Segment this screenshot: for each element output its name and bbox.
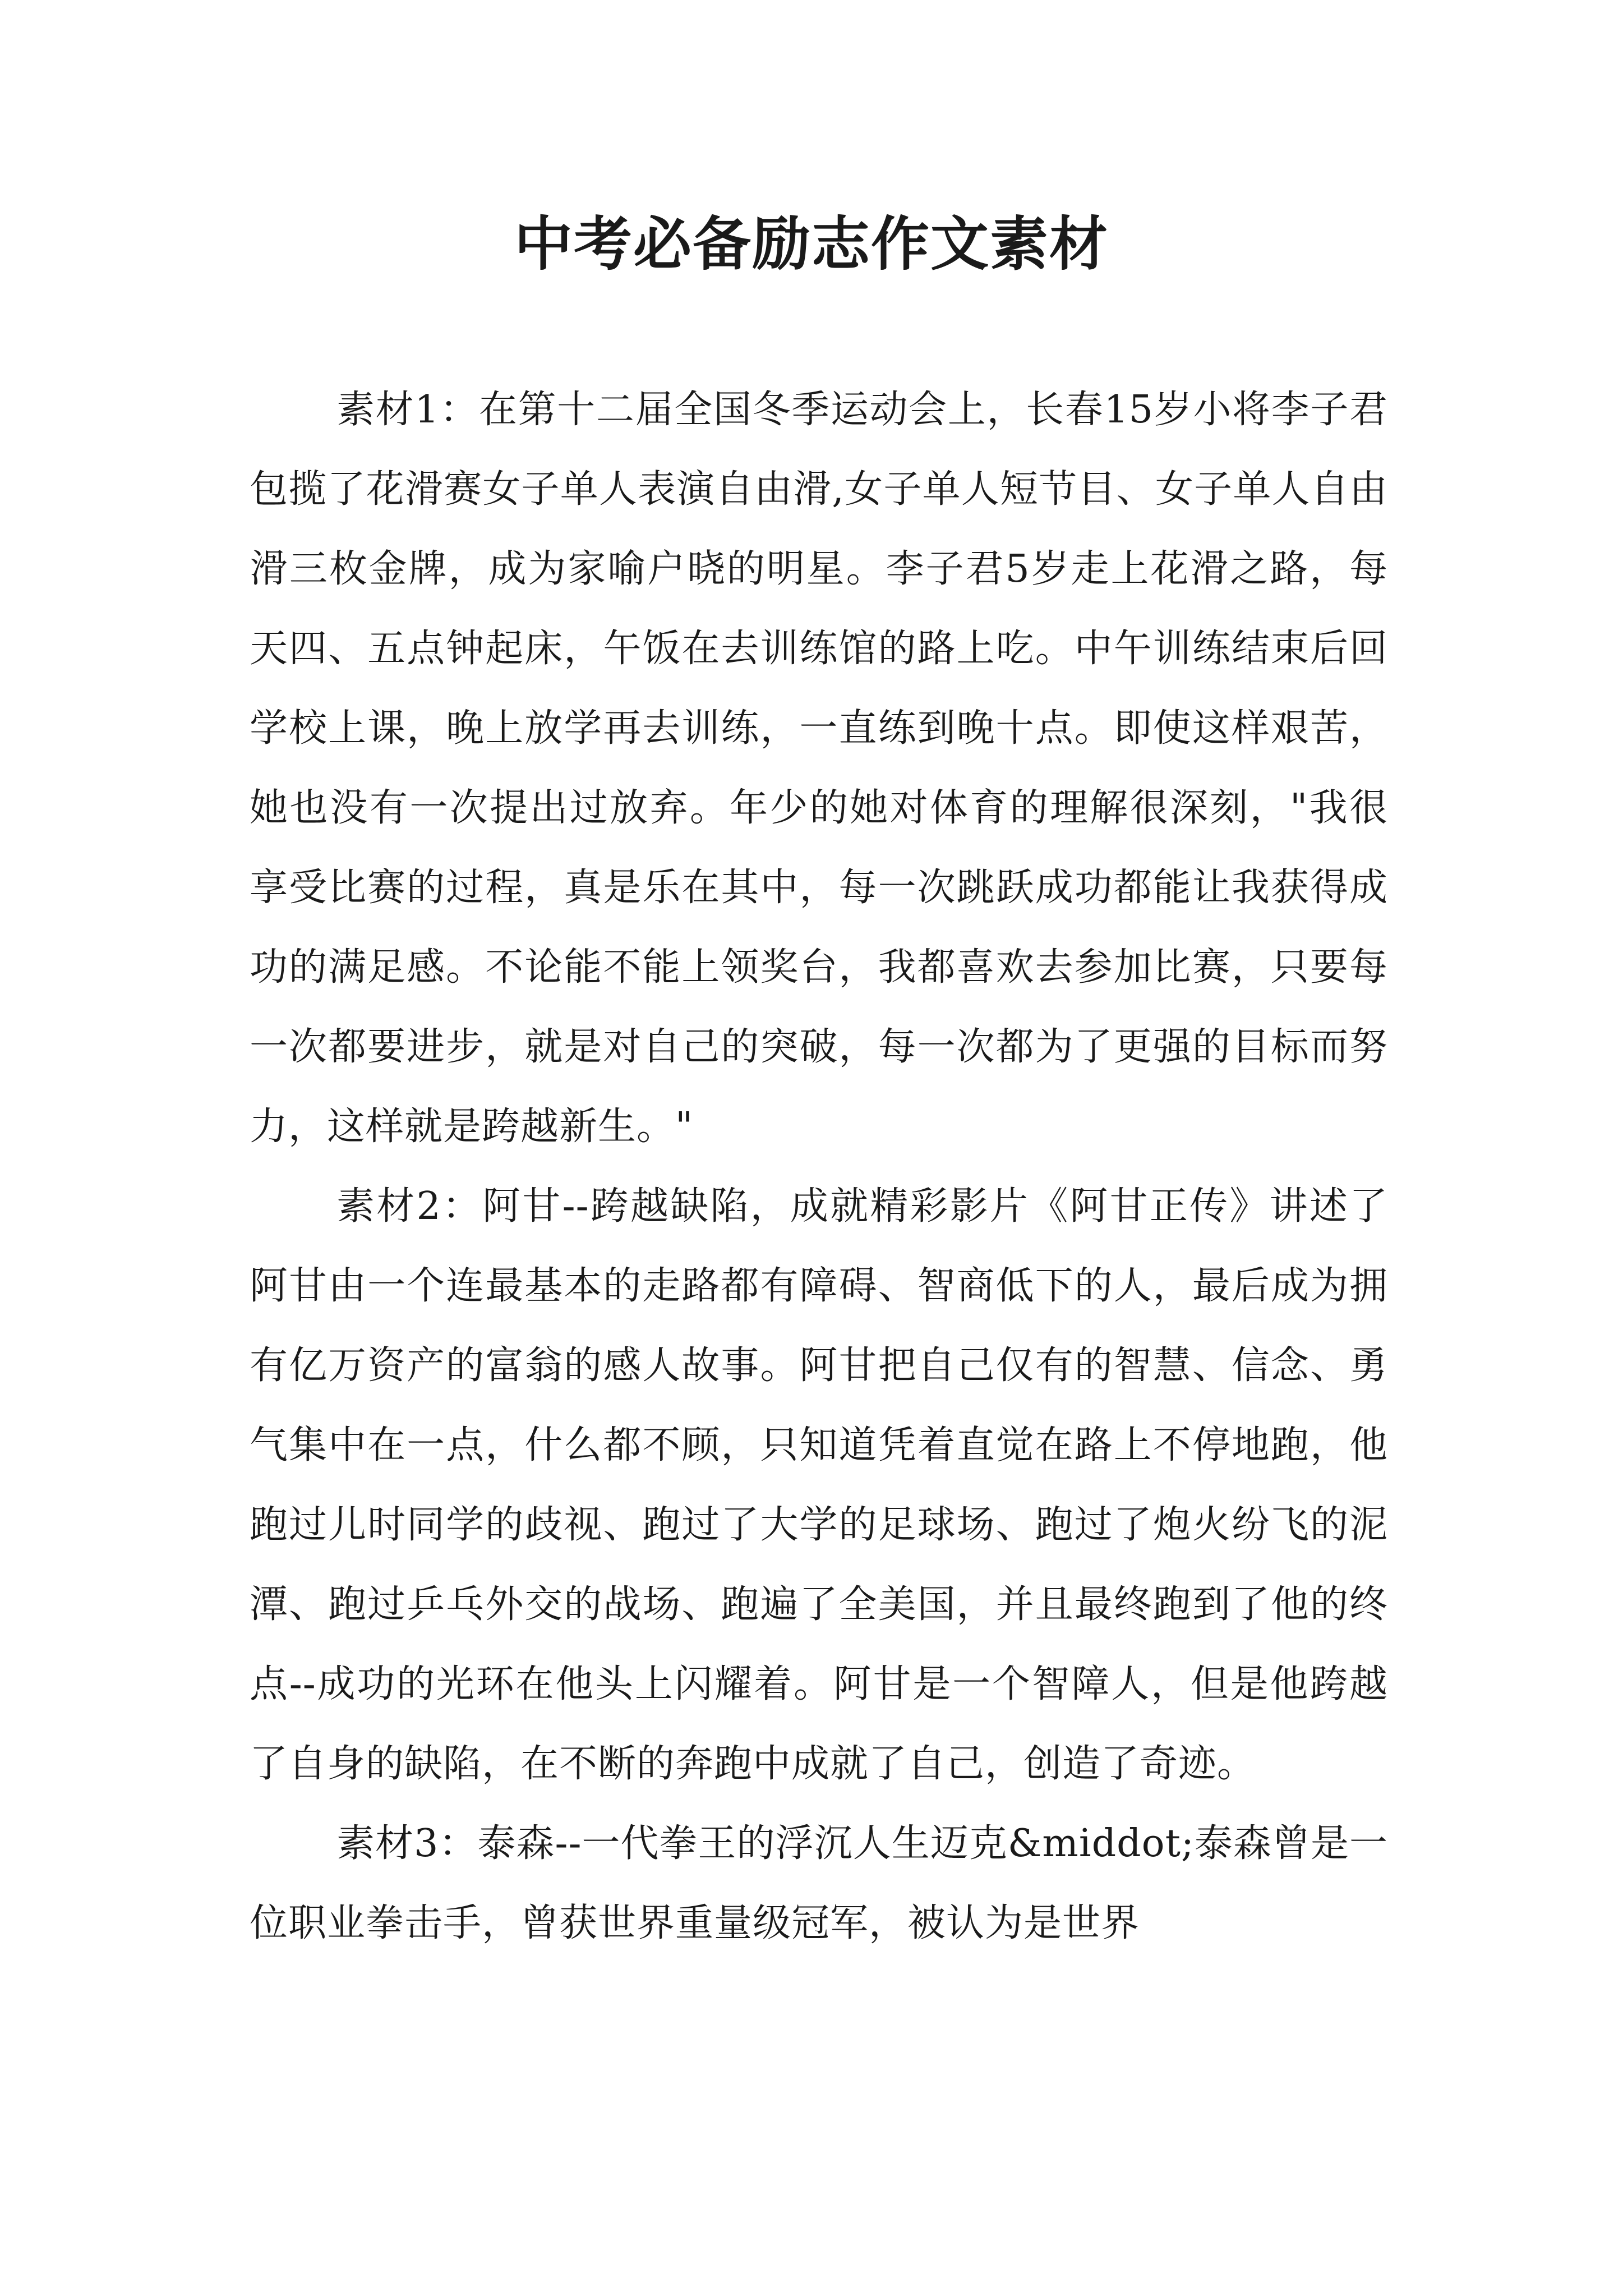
paragraph-material-2: 素材2：阿甘--跨越缺陷，成就精彩影片《阿甘正传》讲述了阿甘由一个连最基本的走路都有障碍、智商低下的人，最后成为拥有亿万资产的富翁的感人故事。阿甘把自己仅有的智慧、信念、勇气集中在一点，什么都不顾，只知道凭着直觉在路上不停地跑，他跑过儿时同学的歧视、跑过了大学的足球场、跑过了炮火纷飞的泥潭、跑过乒乓外交的战场、跑遍了全美国，并且最终跑到了他的终点--成功的光环在他头上闪耀着。阿甘是一个智障人，但是他跨越了自身的缺陷，在不断的奔跑中成就了自己，创造了奇迹。: [250, 1184, 1388, 1786]
paragraph-material-3: 素材3：泰森--一代拳王的浮沉人生迈克&middot;泰森曾是一位职业拳击手，曾获世界重量级冠军，被认为是世界: [250, 1821, 1388, 1945]
paragraph-material-1: 素材1：在第十二届全国冬季运动会上，长春15岁小将李子君包揽了花滑赛女子单人表演自由滑,女子单人短节目、女子单人自由滑三枚金牌，成为家喻户晓的明星。李子君5岁走上花滑之路，每天四、五点钟起床，午饭在去训练馆的路上吃。中午训练结束后回学校上课，晚上放学再去训练，一直练到晚十点。即使这样艰苦，她也没有一次提出过放弃。年少的她对体育的理解很深刻，"我很享受比赛的过程，真是乐在其中，每一次跳跃成功都能让我获得成功的满足感。不论能不能上领奖台，我都喜欢去参加比赛，只要每一次都要进步，就是对自己的突破，每一次都为了更强的目标而努力，这样就是跨越新生。": [250, 388, 1388, 1149]
document-body: [250, 370, 1388, 1963]
document-title: 中考必备励志作文素材: [514, 209, 1109, 278]
